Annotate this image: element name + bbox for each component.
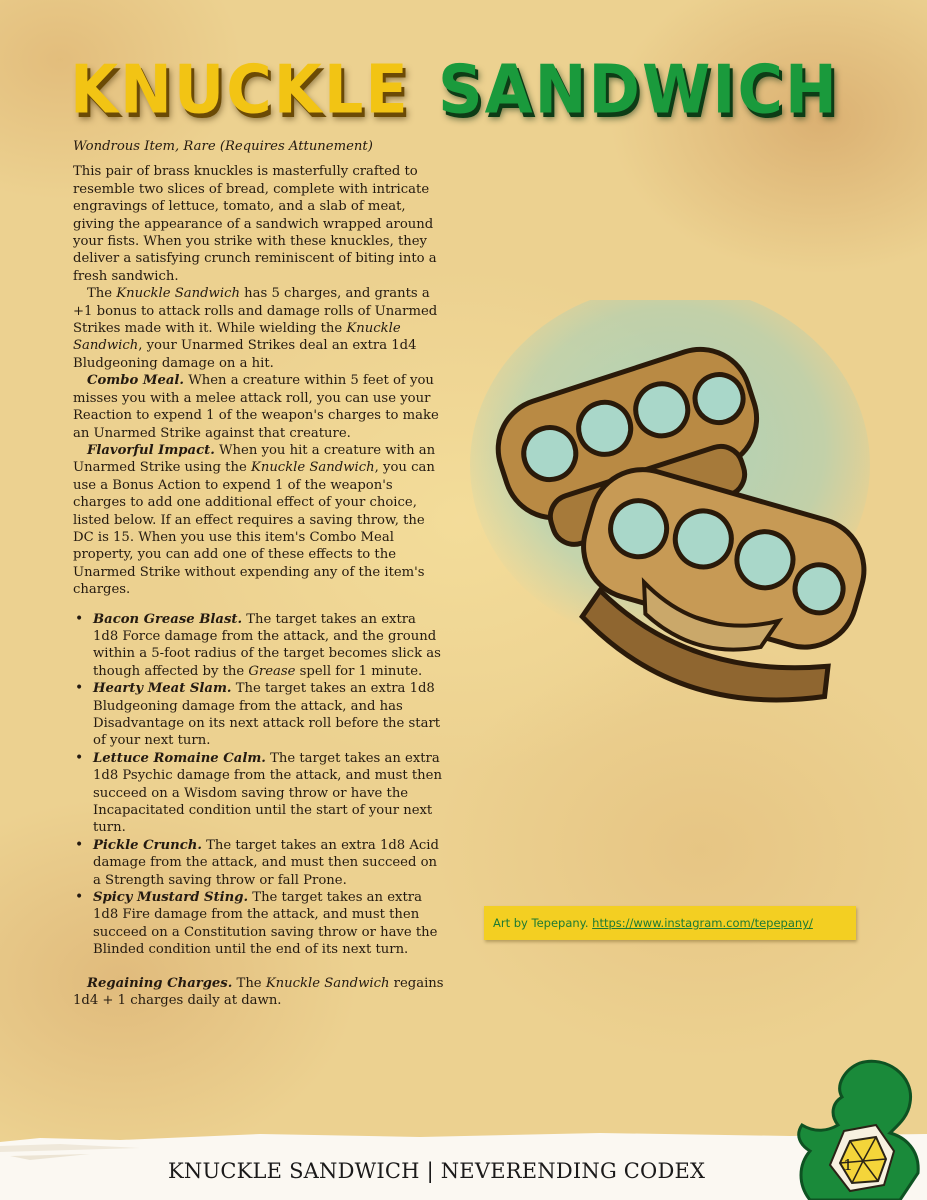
effect-text: The target takes an extra 1d8 Psychic damage from the attack, and must then succeed on a Wisdom saving throw or have the Incapacitated condition until the start of your next turn. <box>93 750 442 836</box>
dragon-d20-logo <box>790 1055 927 1200</box>
list-item <box>73 750 445 837</box>
page-title <box>66 50 866 130</box>
item-description <box>73 138 445 1010</box>
art-credit-text: Art by Tepepany. <box>493 916 593 930</box>
regain-text-2: regains 1d4 + 1 charges daily at dawn. <box>73 975 444 1009</box>
effect-heading: Hearty Meat Slam. <box>93 681 232 697</box>
effect-heading: Lettuce Romaine Calm. <box>93 750 266 766</box>
effect-text: The target takes an extra 1d8 Force damage from the attack, and the ground within a 5-foot radius of the target becomes slick as though affected by the <box>93 611 441 679</box>
effect-heading: Spicy Mustard Sting. <box>93 890 249 906</box>
flavorful-text-1: When you hit a creature with an Unarmed Strike using the <box>73 442 436 476</box>
combo-meal-paragraph <box>73 372 445 442</box>
title-word-sandwich: SANDWICH <box>438 50 839 129</box>
brass-knuckles-illustration <box>460 300 880 740</box>
page-number: 1 <box>843 1156 853 1174</box>
item-name-ref: Knuckle Sandwich <box>265 975 390 991</box>
item-name-ref: Knuckle Sandwich <box>73 321 401 354</box>
flavorful-impact-heading: Flavorful Impact. <box>87 442 215 458</box>
list-item <box>73 837 445 889</box>
spell-name: Grease <box>248 663 296 679</box>
effect-text: The target takes an extra 1d8 Bludgeoning damage from the attack, and has Disadvantage on its next attack roll before the start of your next turn. <box>93 681 441 749</box>
effect-heading: Bacon Grease Blast. <box>93 611 243 627</box>
item-name-ref: Knuckle Sandwich <box>250 460 375 476</box>
art-credit-link[interactable]: https://www.instagram.com/tepepany/ <box>592 916 813 930</box>
footer-title: KNUCKLE SANDWICH | NEVERENDING CODEX <box>168 1159 706 1183</box>
item-subtitle: Wondrous Item, Rare (Requires Attunement) <box>73 139 373 154</box>
combo-meal-text: When a creature within 5 feet of you misses you with a melee attack roll, you can use your Reaction to expend 1 of the weapon's charges to make an Unarmed Strike against that creature. <box>73 373 439 441</box>
list-item <box>73 680 445 750</box>
charges-text-2: has 5 charges, and grants a +1 bonus to attack rolls and damage rolls of Unarmed Strikes made with it. While wielding the <box>73 286 438 337</box>
list-item <box>73 611 445 681</box>
charges-text-1: The <box>87 286 117 302</box>
list-item <box>73 889 445 959</box>
effect-heading: Pickle Crunch. <box>93 837 202 853</box>
charges-text-3: , your Unarmed Strikes deal an extra 1d4 Bludgeoning damage on a hit. <box>73 338 417 371</box>
title-word-knuckle: KNUCKLE <box>70 50 410 129</box>
effect-tail: spell for 1 minute. <box>295 663 423 679</box>
flavorful-impact-paragraph <box>73 442 445 599</box>
intro-paragraph: This pair of brass knuckles is masterfully crafted to resemble two slices of bread, complete with intricate engravings of lettuce, tomato, and a slab of meat, giving the appearance of a sandwich wrapped around your fists. When you strike with these knuckles, they deliver a satisfying crunch reminiscent of biting into a fresh sandwich. <box>73 164 437 284</box>
regaining-charges-heading: Regaining Charges. <box>87 975 233 991</box>
effect-text: The target takes an extra 1d8 Fire damage from the attack, and must then succeed on a Constitution saving throw or have the Blinded condition until the end of its next turn. <box>93 890 438 958</box>
combo-meal-heading: Combo Meal. <box>87 373 184 389</box>
flavorful-text-2: , you can use a Bonus Action to expend 1 of the weapon's charges to add one additional effect of your choice, listed below. If an effect requires a saving throw, the DC is 15. When you use this item's Combo Meal property, you can add one of these effects to the Unarmed Strike without expending any of the item's charges. <box>73 460 435 598</box>
art-credit-box <box>484 906 856 940</box>
regaining-charges-paragraph <box>73 975 445 1010</box>
charges-paragraph <box>73 285 445 372</box>
effect-text: The target takes an extra 1d8 Acid damage from the attack, and must then succeed on a Strength saving throw or fall Prone. <box>93 837 439 888</box>
regain-text-1: The <box>232 975 266 991</box>
item-name-ref: Knuckle Sandwich <box>116 286 240 302</box>
effects-list <box>73 611 445 959</box>
